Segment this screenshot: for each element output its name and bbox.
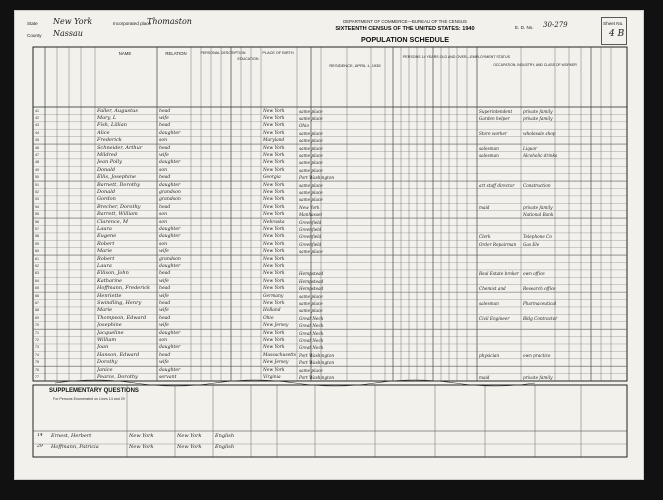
row-rel: head	[159, 145, 171, 151]
row-name: Hanson, Edward	[97, 351, 140, 358]
row-res: same place	[299, 152, 323, 158]
birthplace-heading: PLACE OF BIRTH	[262, 51, 294, 55]
row-place: Nebraska	[263, 219, 285, 225]
row-name: Alice	[97, 129, 110, 136]
row-res: same place	[299, 197, 323, 203]
row-rel: head	[159, 315, 171, 321]
row-ind: private family	[523, 375, 553, 381]
row-line: 48	[35, 160, 39, 165]
row-res: Great Neck	[299, 345, 324, 351]
row-res: same place	[299, 308, 323, 314]
row-name: Ellison, John	[97, 270, 129, 277]
row-place: New York	[263, 145, 285, 151]
row-res: same place	[299, 130, 323, 136]
supp-name: Hoffmann, Patricia	[51, 444, 99, 450]
row-place: New York	[263, 256, 285, 262]
row-occ: Civil Engineer	[479, 315, 510, 321]
row-ind: Bldg Contractor	[523, 315, 558, 321]
row-name: Joan	[97, 344, 109, 351]
row-res: same place	[299, 301, 323, 307]
row-rel: son	[159, 241, 168, 247]
row-line: 45	[35, 138, 39, 143]
row-line: 66	[35, 293, 39, 298]
row-rel: daughter	[159, 367, 181, 373]
row-name: Jean Polly	[97, 159, 122, 166]
row-place: New York	[263, 182, 285, 188]
census-title: SIXTEENTH CENSUS OF THE UNITED STATES: 1940	[335, 26, 475, 32]
row-res: same place	[299, 115, 323, 121]
row-place: New York	[263, 167, 285, 173]
row-res: same place	[299, 189, 323, 195]
row-line: 69	[35, 315, 39, 320]
row-line: 73	[35, 345, 39, 350]
row-res: same place	[299, 249, 323, 255]
row-rel: wife	[159, 293, 169, 299]
row-place: New York	[263, 241, 285, 247]
row-rel: wife	[159, 152, 169, 158]
row-occ: Clerk	[479, 234, 491, 240]
row-name: Barnett, Dorothy	[97, 181, 140, 188]
supp-tongue: English	[215, 444, 235, 450]
row-place: New York	[263, 123, 285, 129]
row-res: Hempstead	[299, 271, 324, 277]
row-ind: Construction	[523, 182, 551, 188]
row-line: 59	[35, 241, 39, 246]
row-line: 55	[35, 212, 39, 217]
row-ind: private family	[523, 108, 553, 114]
row-place: New York	[263, 249, 285, 255]
supp-line: 29	[37, 444, 43, 449]
row-res: Greenfield	[299, 219, 322, 225]
row-line: 58	[35, 234, 39, 239]
row-rel: daughter	[159, 226, 181, 232]
row-line: 43	[35, 123, 39, 128]
row-res: Greenfield	[299, 226, 322, 232]
row-res: Greenfield	[299, 234, 322, 240]
supplementary-subtitle: For Persons Enumerated on Lines 14 and 29	[53, 397, 125, 401]
row-occ: Order Repairman	[479, 241, 517, 247]
incorporated-label: Incorporated place	[113, 21, 152, 26]
sheet-label: Sheet No.	[603, 21, 624, 26]
row-rel: daughter	[159, 330, 181, 336]
row-name: William	[97, 337, 117, 344]
row-res: Greenfield	[299, 241, 322, 247]
row-place: Holland	[263, 308, 281, 314]
row-res: same place	[299, 138, 323, 144]
row-rel: head	[159, 204, 171, 210]
row-name: Robert	[97, 255, 115, 262]
ed-value: 30-279	[543, 21, 568, 29]
row-name: Mary, L	[97, 114, 117, 121]
row-occ: art stuff director	[479, 182, 515, 188]
row-line: 75	[35, 360, 39, 365]
row-name: Hoffmann, Frederick	[97, 285, 151, 292]
row-rel: head	[159, 123, 171, 129]
row-rel: son	[159, 212, 168, 218]
row-line: 53	[35, 197, 39, 202]
row-line: 74	[35, 352, 39, 357]
education-heading: EDUCATION	[237, 57, 259, 61]
sheet-value: 4 B	[609, 29, 625, 39]
row-occ: Superintendent	[479, 108, 513, 114]
row-res: same place	[299, 145, 323, 151]
row-line: 56	[35, 219, 39, 224]
row-place: New York	[263, 204, 285, 210]
row-name: Josephine	[97, 322, 122, 329]
row-line: 70	[35, 323, 39, 328]
row-line: 57	[35, 226, 39, 231]
row-line: 72	[35, 338, 39, 343]
row-place: New York	[263, 189, 285, 195]
row-ind: Gas Ele	[523, 241, 540, 247]
row-name: Frederick	[97, 137, 122, 144]
row-res: Port Washington	[299, 360, 335, 366]
row-line: 61	[35, 256, 39, 261]
row-occ: maid	[479, 204, 490, 210]
row-name: Pearce, Dorothy	[97, 374, 138, 381]
row-name: Henriette	[97, 292, 122, 299]
row-occ: physician	[479, 352, 500, 358]
occupation-heading: OCCUPATION, INDUSTRY, AND CLASS OF WORKER	[493, 63, 577, 67]
row-occ: maid	[479, 375, 490, 381]
row-place: New York	[263, 234, 285, 240]
incorporated-value: Thomaston	[147, 17, 192, 26]
row-occ: Garden helper	[479, 115, 510, 121]
employment-heading: PERSONS 14 YEARS OLD AND OVER—EMPLOYMENT STATUS	[403, 55, 510, 59]
row-line: 67	[35, 301, 39, 306]
row-line: 65	[35, 286, 39, 291]
row-res: Great Neck	[299, 315, 324, 321]
row-line: 47	[35, 152, 39, 157]
row-ind: own practice	[523, 352, 551, 358]
row-ind: private family	[523, 115, 553, 121]
row-ind: Pharmaceutical	[523, 301, 557, 307]
row-res: same place	[299, 160, 323, 166]
row-rel: daughter	[159, 234, 181, 240]
row-name: Janice	[97, 366, 113, 373]
county-value: Nassau	[53, 29, 83, 38]
row-place: New Jersey	[263, 360, 289, 366]
row-name: Gordon	[97, 196, 116, 203]
row-line: 63	[35, 271, 39, 276]
row-res: New York	[299, 204, 320, 210]
row-line: 62	[35, 264, 39, 268]
row-occ: Real Estate broker	[479, 271, 519, 277]
row-rel: wife	[159, 115, 169, 121]
row-rel: wife	[159, 249, 169, 255]
row-rel: daughter	[159, 182, 181, 188]
row-name: Donald	[97, 188, 116, 195]
row-rel: son	[159, 138, 168, 144]
row-name: Dorothy	[97, 359, 118, 366]
row-name: Mildred	[97, 151, 118, 158]
row-place: New York	[263, 226, 285, 232]
relation-heading: RELATION	[165, 51, 187, 56]
row-rel: servant	[159, 375, 177, 381]
row-place: Ohio	[263, 315, 274, 321]
row-place: Georgia	[263, 175, 281, 181]
supp-mbirth: New York	[177, 433, 202, 439]
row-line: 44	[35, 130, 39, 135]
row-place: New York	[263, 286, 285, 292]
row-place: New York	[263, 152, 285, 158]
row-line: 49	[35, 167, 39, 172]
supp-line: 14	[37, 433, 43, 438]
row-line: 60	[35, 249, 39, 254]
row-line: 50	[35, 175, 39, 180]
row-res: same place	[299, 167, 323, 173]
row-rel: wife	[159, 360, 169, 366]
row-rel: daughter	[159, 130, 181, 136]
row-res: Hempstead	[299, 278, 324, 284]
row-line: 46	[35, 145, 39, 150]
row-name: Marie	[97, 307, 113, 314]
supp-mbirth: New York	[177, 444, 202, 450]
supplementary-entries	[15, 11, 645, 481]
row-line: 41	[35, 108, 39, 113]
row-res: Great Neck	[299, 323, 324, 329]
row-place: Germany	[263, 293, 284, 299]
row-line: 42	[35, 115, 39, 120]
residence-heading: RESIDENCE, APRIL 1, 1935	[329, 63, 381, 68]
state-value: New York	[53, 17, 93, 26]
row-name: Clarence, M	[97, 218, 129, 225]
row-res: Port Washington	[299, 175, 335, 181]
ed-label: E. D. No.	[515, 25, 534, 30]
row-rel: daughter	[159, 160, 181, 166]
row-ind: Telephone Co	[523, 234, 552, 240]
supp-name: Ernest, Herbert	[51, 433, 92, 439]
row-rel: head	[159, 108, 171, 114]
schedule-title: POPULATION SCHEDULE	[360, 35, 450, 44]
row-place: New Jersey	[263, 323, 289, 329]
row-res: same place	[299, 293, 323, 299]
row-rel: head	[159, 352, 171, 358]
row-place: New York	[263, 330, 285, 336]
county-label: County	[27, 33, 42, 38]
row-ind: private family	[523, 204, 553, 210]
row-line: 71	[35, 330, 39, 335]
row-occ: Store worker	[479, 130, 508, 136]
census-sheet	[14, 10, 644, 480]
row-occ: Chemist and	[479, 286, 506, 292]
row-place: New York	[263, 301, 285, 307]
personal-heading: PERSONAL DESCRIPTION	[200, 51, 246, 55]
row-name: Laura	[97, 225, 112, 232]
row-rel: son	[159, 338, 168, 344]
row-occ: salesman	[479, 301, 499, 307]
row-rel: wife	[159, 308, 169, 314]
row-name: Thompson, Edward	[97, 314, 147, 321]
row-ind: Research office	[523, 286, 556, 292]
row-res: Great Neck	[299, 338, 324, 344]
row-ind: Liquor	[523, 145, 538, 151]
row-res: Port Washington	[299, 375, 335, 381]
row-name: Barrett, William	[97, 211, 138, 218]
row-ind: own office	[523, 271, 545, 277]
row-rel: head	[159, 175, 171, 181]
supplementary-title: SUPPLEMENTARY QUESTIONS	[49, 388, 139, 394]
supp-fbirth: New York	[129, 433, 154, 439]
row-rel: son	[159, 167, 168, 173]
row-rel: grandson	[159, 197, 181, 203]
row-res: Hempstead	[299, 286, 324, 292]
row-res: same place	[299, 108, 323, 114]
row-name: Donald	[97, 166, 116, 173]
row-res: Great Neck	[299, 330, 324, 336]
row-name: Schneider, Arthur	[97, 144, 143, 151]
row-line: 51	[35, 182, 39, 187]
row-occ: salesman	[479, 145, 499, 151]
row-rel: daughter	[159, 345, 181, 351]
state-label: State	[27, 21, 38, 26]
row-rel: wife	[159, 323, 169, 329]
row-ind: wholesale shop	[523, 130, 556, 136]
row-name: Eugene	[97, 233, 117, 240]
row-place: New York	[263, 367, 285, 373]
row-name: Brecher, Dorothy	[97, 203, 141, 210]
row-line: 68	[35, 308, 39, 313]
row-place: New York	[263, 160, 285, 166]
row-place: New York	[263, 338, 285, 344]
row-name: Jacqueline	[97, 329, 124, 336]
row-occ: salesman	[479, 152, 499, 158]
row-place: New York	[263, 345, 285, 351]
department-line: DEPARTMENT OF COMMERCE—BUREAU OF THE CENSUS	[343, 19, 467, 24]
row-rel: son	[159, 219, 168, 225]
row-place: New York	[263, 130, 285, 136]
row-place: New York	[263, 212, 285, 218]
row-line: 77	[35, 375, 39, 380]
supp-tongue: English	[215, 433, 235, 439]
name-heading: NAME	[118, 51, 132, 56]
row-res: same place	[299, 182, 323, 188]
row-name: Faller, Augustus	[97, 107, 138, 114]
row-line: 64	[35, 278, 39, 283]
row-line: 52	[35, 189, 39, 194]
row-rel: grandson	[159, 256, 181, 262]
row-rel: wife	[159, 278, 169, 284]
row-rel: head	[159, 286, 171, 292]
supp-fbirth: New York	[129, 444, 154, 450]
row-rel: daughter	[159, 264, 181, 269]
row-place: New York	[263, 271, 285, 277]
row-place: New York	[263, 197, 285, 203]
row-name: Robert	[97, 240, 115, 247]
row-name: Fish, Lillian	[97, 122, 127, 129]
row-ind: National Bank	[523, 212, 554, 218]
row-name: Ellis, Josephine	[97, 174, 136, 181]
row-place: New York	[263, 278, 285, 284]
row-place: New York	[263, 108, 285, 114]
row-place: New York	[263, 264, 285, 269]
row-place: Virginia	[263, 375, 281, 381]
row-line: 54	[35, 204, 39, 209]
row-line: 76	[35, 367, 39, 372]
row-res: Manhasset	[299, 212, 323, 218]
row-res: Ohio	[299, 123, 309, 129]
row-name: Swindling, Henry	[97, 300, 142, 307]
row-place: New York	[263, 115, 285, 121]
row-name: Katharine	[97, 277, 123, 284]
row-res: Port Washington	[299, 352, 335, 358]
row-res: same place	[299, 367, 323, 373]
row-place: Massachusetts	[263, 352, 296, 358]
row-ind: Alcoholic drinks	[523, 152, 558, 158]
row-place: Maryland	[263, 138, 285, 144]
row-name: Marie	[97, 248, 113, 255]
row-rel: grandson	[159, 189, 181, 195]
row-name: Laura	[97, 263, 112, 269]
row-rel: head	[159, 271, 171, 277]
row-rel: head	[159, 301, 171, 307]
